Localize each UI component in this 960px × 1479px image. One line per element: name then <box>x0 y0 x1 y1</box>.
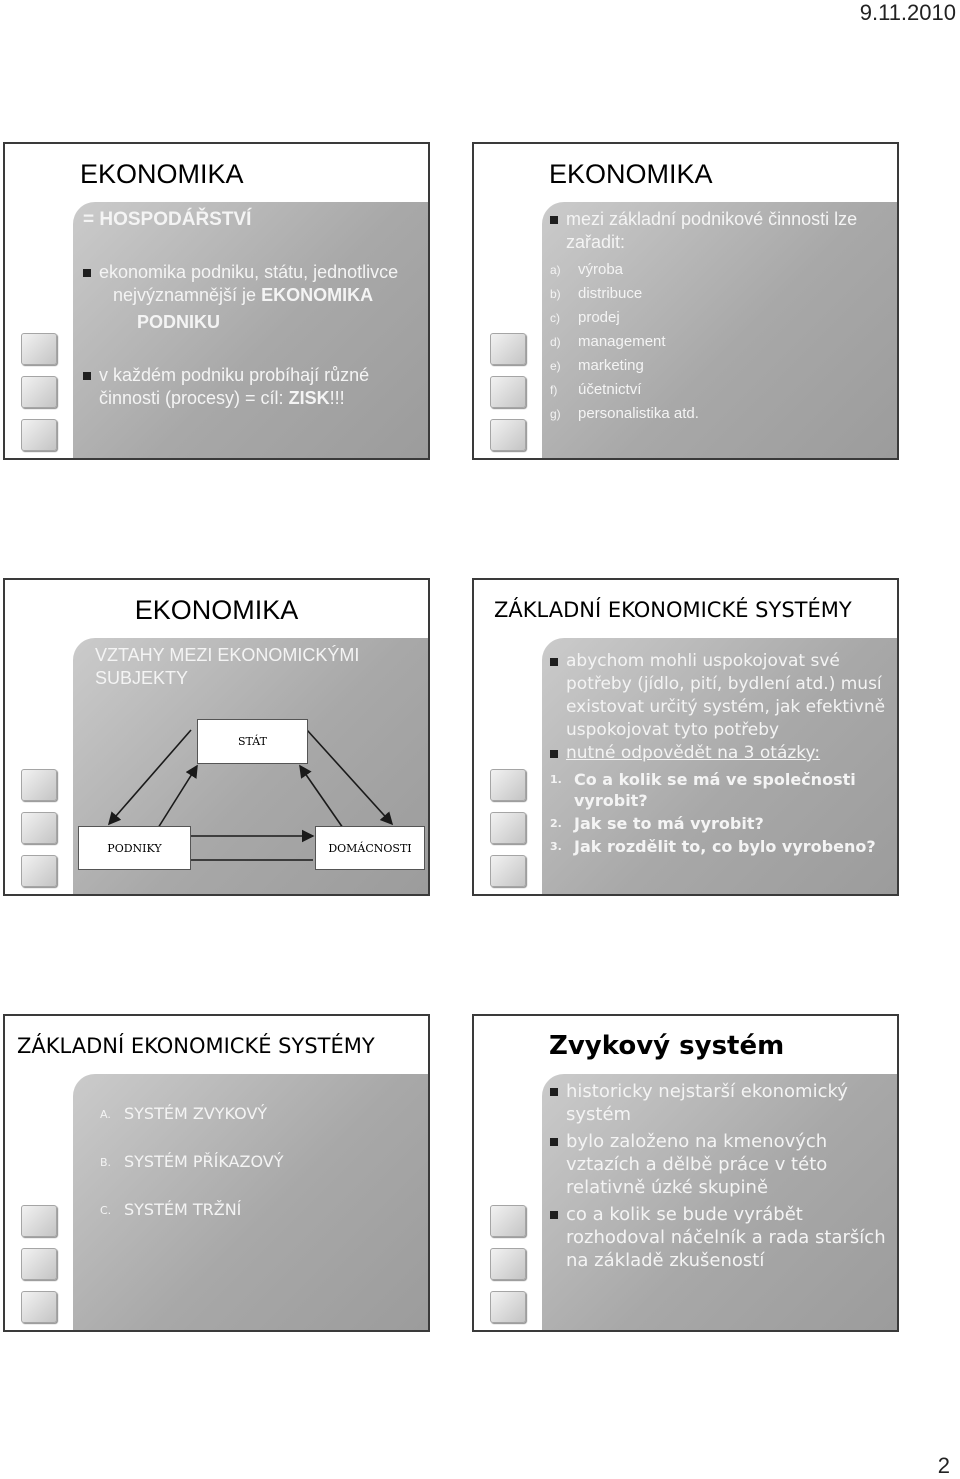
question-item: 3. Jak rozdělit to, co bylo vyrobeno? <box>550 837 876 856</box>
page-number: 2 <box>937 1453 950 1478</box>
decor-square <box>490 1291 526 1323</box>
system-item: C. SYSTÉM TRŽNÍ <box>100 1200 242 1219</box>
slide-content <box>83 208 425 410</box>
decor-square <box>490 333 526 365</box>
decor-square <box>21 333 57 365</box>
slide-title: ZÁKLADNÍ EKONOMICKÉ SYSTÉMY <box>17 1034 375 1058</box>
slide-title: EKONOMIKA <box>80 158 244 189</box>
decor-square <box>21 1205 57 1237</box>
slide-content <box>100 1102 420 1246</box>
list-item: f) účetnictví <box>550 381 642 398</box>
arrow-stat-to-podniky <box>109 730 191 824</box>
list-item: c) prodej <box>550 309 620 326</box>
bullet-item: bylo založeno na kmenových vztazích a dělbě práce v této relativně úzké skupině <box>550 1130 890 1199</box>
bullet-item: mezi základní podnikové činnosti lze zařadit: <box>550 208 890 254</box>
arrow-strong: EKONOMIKA <box>261 285 374 305</box>
slide-subtitle: VZTAHY MEZI EKONOMICKÝMI SUBJEKTY <box>95 645 360 688</box>
slide-3 <box>3 578 430 896</box>
bullet-text: v každém podniku probíhají různé činnosti (procesy) = cíl: <box>99 365 370 408</box>
slide-title: Zvykový systém <box>549 1031 785 1061</box>
system-item: B. SYSTÉM PŘÍKAZOVÝ <box>100 1152 284 1171</box>
node-stat: STÁT <box>197 719 308 764</box>
bullet-item <box>83 364 425 410</box>
slide-content <box>550 208 890 426</box>
slide-4 <box>472 578 899 896</box>
bullet-item: co a kolik se bude vyrábět rozhodoval náčelník a rada starších na základě zkušeností <box>550 1203 890 1272</box>
decor-square <box>490 769 526 801</box>
slide-title: ZÁKLADNÍ EKONOMICKÉ SYSTÉMY <box>494 598 852 622</box>
list-item: e) marketing <box>550 357 644 374</box>
question-item: 2. Jak se to má vyrobit? <box>550 814 764 833</box>
slide-content <box>550 1080 890 1276</box>
arrow-podniky-to-stat <box>158 766 197 828</box>
decor-square <box>490 1205 526 1237</box>
node-podniky: PODNIKY <box>78 826 191 870</box>
bullet-text: ekonomika podniku, státu, jednotlivce <box>99 262 399 282</box>
decor-square <box>490 855 526 887</box>
bullet-item <box>83 261 425 334</box>
decor-square <box>490 812 526 844</box>
decor-square <box>490 376 526 408</box>
decor-square <box>21 1248 57 1280</box>
bullet-suffix: !!! <box>329 388 345 408</box>
slide-6 <box>472 1014 899 1332</box>
bullet-item: nutné odpovědět na 3 otázky: <box>550 742 890 765</box>
decor-square <box>21 419 57 451</box>
list-item: d) management <box>550 333 666 350</box>
slide-title: EKONOMIKA <box>134 594 299 625</box>
decor-square <box>490 1248 526 1280</box>
list-item: a) výroba <box>550 261 624 278</box>
bullet-item: abychom mohli uspokojovat své potřeby (jídlo, pití, bydlení atd.) musí existovat určitý systém, jak efektivně uspokojovat tyto potřeby <box>550 650 890 742</box>
decor-square <box>21 376 57 408</box>
slide-2 <box>472 142 899 460</box>
arrow-text: nejvýznamnější je <box>113 285 257 305</box>
header-date: 9.11.2010 <box>859 0 956 25</box>
slide-5 <box>3 1014 430 1332</box>
list-item: b) distribuce <box>550 285 643 302</box>
slide-1 <box>3 142 430 460</box>
arrow-line <box>99 284 425 307</box>
bullet-item: historicky nejstarší ekonomický systém <box>550 1080 890 1126</box>
arrow-strong-2: PODNIKU <box>137 312 221 332</box>
decor-square <box>21 1291 57 1323</box>
list-item: g) personalistika atd. <box>550 405 699 422</box>
slide-title: EKONOMIKA <box>549 158 713 189</box>
system-item: A. SYSTÉM ZVYKOVÝ <box>100 1104 268 1123</box>
arrow-stat-to-domacnosti <box>307 730 392 824</box>
decor-square <box>490 419 526 451</box>
node-domacnosti: DOMÁCNOSTI <box>315 826 425 870</box>
bullet-strong: ZISK <box>288 388 330 408</box>
arrow-domacnosti-to-stat <box>300 766 343 828</box>
slide-subtitle: = HOSPODÁŘSTVÍ <box>83 209 252 230</box>
question-item: 1. Co a kolik se má ve společnosti vyrobit? <box>550 770 856 810</box>
activity-list <box>550 258 890 426</box>
slide-content <box>550 650 890 857</box>
